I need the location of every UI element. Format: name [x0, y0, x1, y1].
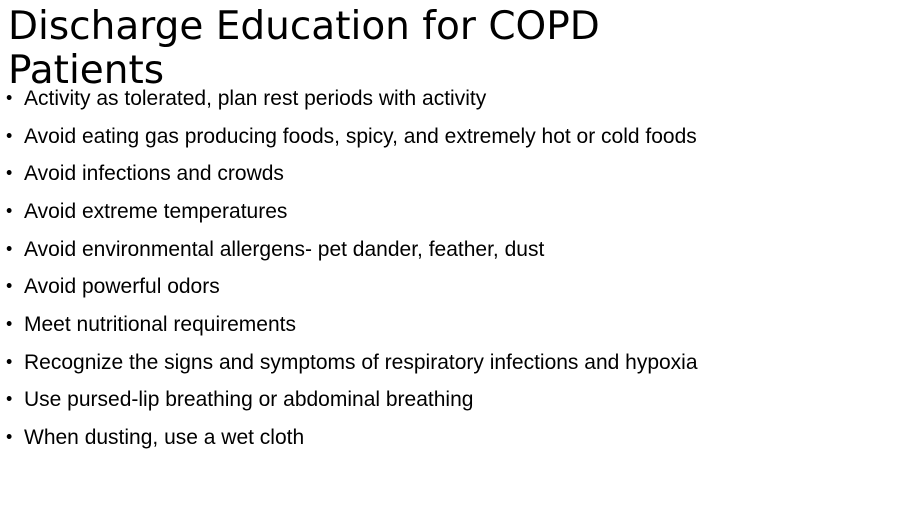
- bullet-text: Activity as tolerated, plan rest periods with activity: [24, 86, 487, 110]
- bullet-icon: •: [6, 200, 13, 221]
- bullet-text: Avoid eating gas producing foods, spicy, and extremely hot or cold foods: [24, 124, 697, 148]
- bullet-icon: •: [6, 125, 13, 146]
- list-item: [6, 419, 886, 457]
- bullet-list: [6, 80, 886, 457]
- bullet-icon: •: [6, 275, 13, 296]
- list-item: [6, 118, 886, 156]
- bullet-icon: •: [6, 162, 13, 183]
- list-item: [6, 155, 886, 193]
- bullet-icon: •: [6, 351, 13, 372]
- bullet-text: Avoid environmental allergens- pet dander, feather, dust: [24, 237, 545, 261]
- bullet-text: Avoid infections and crowds: [24, 162, 284, 186]
- bullet-text: Meet nutritional requirements: [24, 312, 296, 336]
- bullet-text: Avoid extreme temperatures: [24, 199, 288, 223]
- list-item: [6, 344, 886, 382]
- list-item: [6, 193, 886, 231]
- bullet-icon: •: [6, 87, 13, 108]
- list-item: [6, 306, 886, 344]
- bullet-text: Use pursed-lip breathing or abdominal breathing: [24, 388, 474, 412]
- bullet-icon: •: [6, 313, 13, 334]
- list-item: [6, 382, 886, 420]
- bullet-icon: •: [6, 388, 13, 409]
- list-item: [6, 231, 886, 269]
- bullet-text: Recognize the signs and symptoms of respiratory infections and hypoxia: [24, 350, 698, 374]
- slide-title: Discharge Education for COPD Patients: [8, 4, 600, 93]
- bullet-icon: •: [6, 426, 13, 447]
- list-item: [6, 80, 886, 118]
- list-item: [6, 268, 886, 306]
- bullet-icon: •: [6, 238, 13, 259]
- bullet-text: Avoid powerful odors: [24, 275, 220, 299]
- bullet-text: When dusting, use a wet cloth: [24, 426, 305, 450]
